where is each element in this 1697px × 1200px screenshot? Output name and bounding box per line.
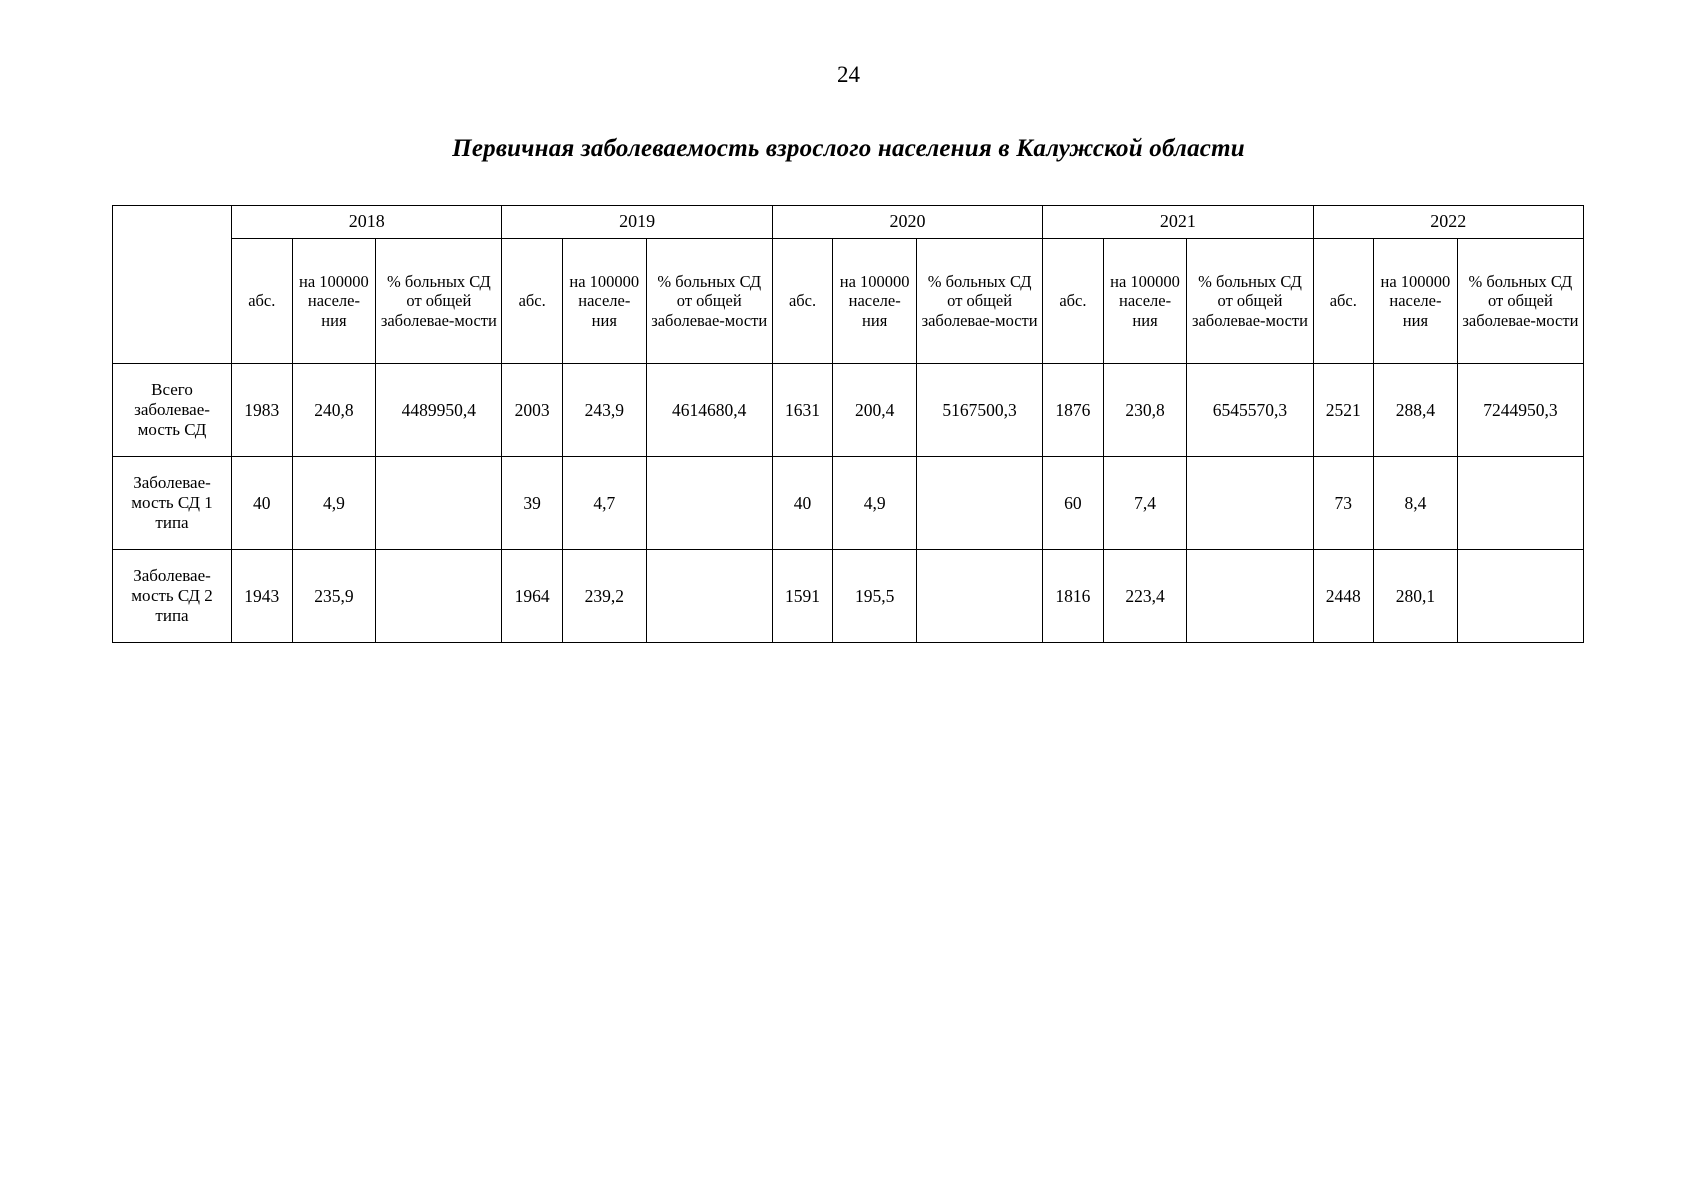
cell-2021-pct — [1187, 457, 1313, 550]
cell-2022-per: 280,1 — [1374, 550, 1458, 643]
row-label-type2: Заболевае-мость СД 2 типа — [113, 550, 232, 643]
subheader-percent-2022: % больных СД от общей заболевае-мости — [1457, 239, 1583, 364]
subheader-per100000-2021: на 100000 населе-ния — [1103, 239, 1187, 364]
cell-2020-per: 4,9 — [833, 457, 917, 550]
page-number: 24 — [837, 62, 860, 87]
subheader-abs-2020: абс. — [772, 239, 833, 364]
page-title: Первичная заболеваемость взрослого населения в Калужской области — [452, 135, 1245, 162]
subheader-per100000-2020: на 100000 населе-ния — [833, 239, 917, 364]
subheader-abs-2021: абс. — [1043, 239, 1104, 364]
cell-2018-pct — [376, 550, 502, 643]
cell-2022-pct: 7244950,3 — [1457, 364, 1583, 457]
cell-2022-per: 8,4 — [1374, 457, 1458, 550]
year-header-2019: 2019 — [502, 206, 772, 239]
cell-2022-abs: 2521 — [1313, 364, 1374, 457]
cell-2021-per: 7,4 — [1103, 457, 1187, 550]
cell-2022-per: 288,4 — [1374, 364, 1458, 457]
cell-2018-abs: 1983 — [232, 364, 293, 457]
cell-2022-pct — [1457, 550, 1583, 643]
cell-2020-pct: 5167500,3 — [917, 364, 1043, 457]
cell-2018-abs: 1943 — [232, 550, 293, 643]
subheader-per100000-2019: на 100000 населе-ния — [562, 239, 646, 364]
subheader-per100000-2018: на 100000 населе-ния — [292, 239, 376, 364]
row-label-total: Всего заболевае-мость СД — [113, 364, 232, 457]
subheader-abs-2018: абс. — [232, 239, 293, 364]
cell-2022-abs: 2448 — [1313, 550, 1374, 643]
cell-2019-per: 239,2 — [562, 550, 646, 643]
subheader-percent-2018: % больных СД от общей заболевае-мости — [376, 239, 502, 364]
cell-2020-abs: 1631 — [772, 364, 833, 457]
cell-2019-per: 243,9 — [562, 364, 646, 457]
cell-2019-pct — [646, 550, 772, 643]
year-header-2021: 2021 — [1043, 206, 1313, 239]
row-label-type1: Заболевае-мость СД 1 типа — [113, 457, 232, 550]
cell-2020-abs: 1591 — [772, 550, 833, 643]
cell-2019-pct — [646, 457, 772, 550]
year-header-2022: 2022 — [1313, 206, 1583, 239]
cell-2021-per: 230,8 — [1103, 364, 1187, 457]
table-row — [113, 550, 1584, 643]
cell-2018-pct — [376, 457, 502, 550]
cell-2018-per: 235,9 — [292, 550, 376, 643]
cell-2021-abs: 1876 — [1043, 364, 1104, 457]
cell-2019-abs: 39 — [502, 457, 563, 550]
cell-2018-pct: 4489950,4 — [376, 364, 502, 457]
subheader-percent-2019: % больных СД от общей заболевае-мости — [646, 239, 772, 364]
table-corner-cell — [113, 206, 232, 364]
table-row — [113, 364, 1584, 457]
cell-2019-abs: 2003 — [502, 364, 563, 457]
morbidity-table — [112, 205, 1584, 643]
subheader-percent-2020: % больных СД от общей заболевае-мости — [917, 239, 1043, 364]
subheader-percent-2021: % больных СД от общей заболевае-мости — [1187, 239, 1313, 364]
cell-2018-per: 4,9 — [292, 457, 376, 550]
cell-2019-per: 4,7 — [562, 457, 646, 550]
table-header-years — [113, 206, 1584, 239]
table-header-metrics — [113, 239, 1584, 364]
cell-2020-pct — [917, 457, 1043, 550]
year-header-2018: 2018 — [232, 206, 502, 239]
subheader-abs-2022: абс. — [1313, 239, 1374, 364]
cell-2021-per: 223,4 — [1103, 550, 1187, 643]
table-row — [113, 457, 1584, 550]
cell-2019-pct: 4614680,4 — [646, 364, 772, 457]
subheader-per100000-2022: на 100000 населе-ния — [1374, 239, 1458, 364]
cell-2020-per: 200,4 — [833, 364, 917, 457]
cell-2021-abs: 60 — [1043, 457, 1104, 550]
subheader-abs-2019: абс. — [502, 239, 563, 364]
cell-2018-per: 240,8 — [292, 364, 376, 457]
cell-2021-pct: 6545570,3 — [1187, 364, 1313, 457]
cell-2020-per: 195,5 — [833, 550, 917, 643]
cell-2019-abs: 1964 — [502, 550, 563, 643]
cell-2022-abs: 73 — [1313, 457, 1374, 550]
cell-2020-pct — [917, 550, 1043, 643]
morbidity-table-container — [112, 205, 1584, 643]
cell-2020-abs: 40 — [772, 457, 833, 550]
cell-2021-abs: 1816 — [1043, 550, 1104, 643]
cell-2022-pct — [1457, 457, 1583, 550]
cell-2018-abs: 40 — [232, 457, 293, 550]
cell-2021-pct — [1187, 550, 1313, 643]
year-header-2020: 2020 — [772, 206, 1042, 239]
